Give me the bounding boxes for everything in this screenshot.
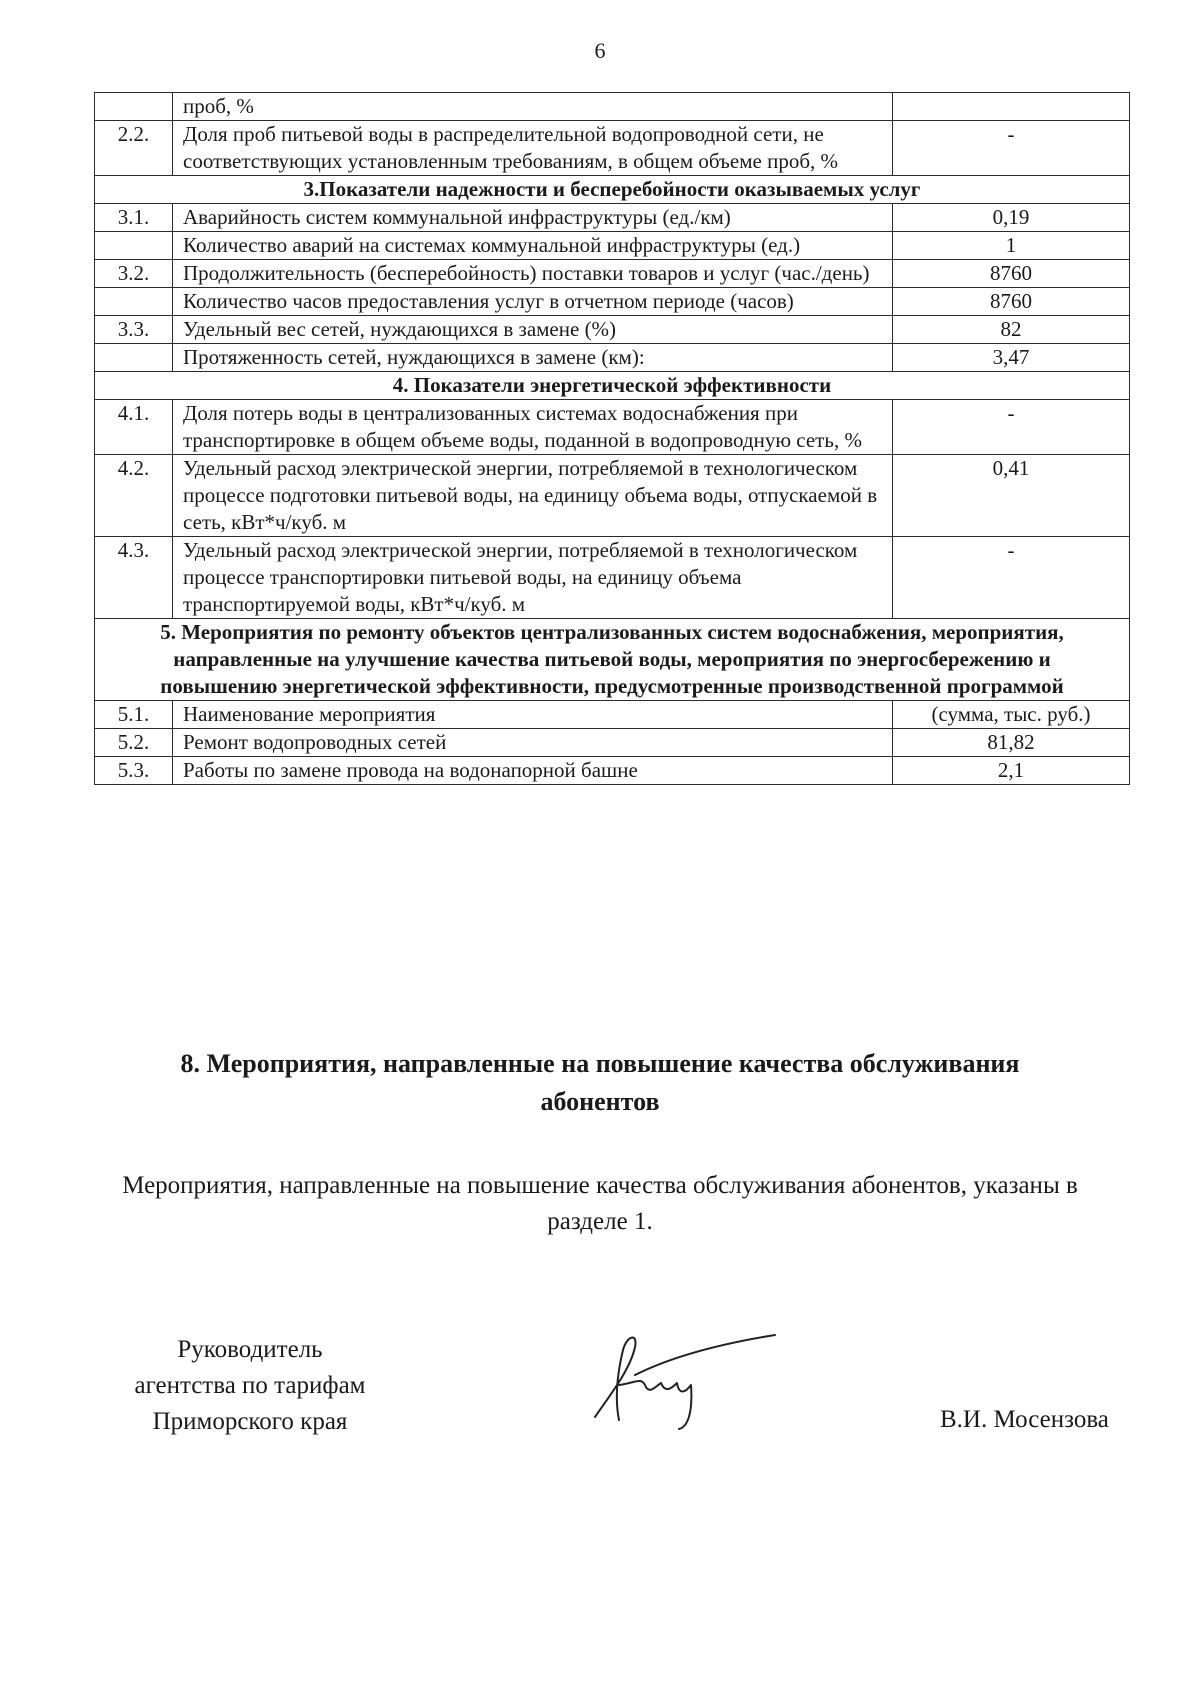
row-number: 3.1.	[95, 204, 173, 232]
row-number	[95, 288, 173, 316]
indicator-value: 0,41	[893, 455, 1130, 537]
indicator-name: Продолжительность (бесперебойность) поставки товаров и услуг (час./день)	[173, 260, 893, 288]
indicator-value: 2,1	[893, 757, 1130, 785]
indicator-name: Удельный расход электрической энергии, потребляемой в технологическом процессе подготовки питьевой воды, на единицу объема воды, отпускаемой в сеть, кВт*ч/куб. м	[173, 455, 893, 537]
indicator-name: Протяженность сетей, нуждающихся в замене (км):	[173, 344, 893, 372]
indicator-value: 3,47	[893, 344, 1130, 372]
row-number: 4.2.	[95, 455, 173, 537]
signer-name: В.И. Мосензова	[940, 1406, 1109, 1433]
section-8-body: Мероприятия, направленные на повышение качества обслуживания абонентов, указаны в разделе 1.	[122, 1172, 1078, 1235]
table-row	[95, 121, 1130, 176]
table-row	[95, 400, 1130, 455]
indicator-value: 82	[893, 316, 1130, 344]
section-heading: 3.Показатели надежности и бесперебойности оказываемых услуг	[95, 176, 1130, 204]
indicator-value: -	[893, 121, 1130, 176]
row-number: 5.3.	[95, 757, 173, 785]
indicator-value: 81,82	[893, 729, 1130, 757]
table-row	[95, 757, 1130, 785]
signer-title-line-1: Руководитель	[177, 1336, 323, 1363]
indicator-name: Работы по замене провода на водонапорной башне	[173, 757, 893, 785]
row-number	[95, 232, 173, 260]
section-8-title: 8. Мероприятия, направленные на повышение качества обслуживания абонентов	[180, 1049, 1020, 1116]
indicator-value: (сумма, тыс. руб.)	[893, 701, 1130, 729]
table-row	[95, 537, 1130, 619]
page-number: 6	[594, 38, 606, 63]
handwritten-signature	[575, 1325, 785, 1435]
indicator-name: Аварийность систем коммунальной инфраструктуры (ед./км)	[173, 204, 893, 232]
indicator-name: проб, %	[173, 93, 893, 121]
row-number: 5.2.	[95, 729, 173, 757]
section-heading: 4. Показатели энергетической эффективности	[95, 372, 1130, 400]
indicator-value: 8760	[893, 288, 1130, 316]
indicator-name: Доля потерь воды в централизованных системах водоснабжения при транспортировке в общем объеме воды, поданной в водопроводную сеть, %	[173, 400, 893, 455]
indicator-value: 1	[893, 232, 1130, 260]
table-row	[95, 701, 1130, 729]
table-row	[95, 729, 1130, 757]
indicator-name: Удельный вес сетей, нуждающихся в замене (%)	[173, 316, 893, 344]
row-number: 3.3.	[95, 316, 173, 344]
signer-title-line-3: Приморского края	[152, 1408, 348, 1435]
table-row	[95, 93, 1130, 121]
table-row	[95, 288, 1130, 316]
signer-title	[100, 1332, 400, 1440]
table-row	[95, 232, 1130, 260]
table-row	[95, 455, 1130, 537]
indicator-value	[893, 93, 1130, 121]
row-number	[95, 344, 173, 372]
indicator-name: Доля проб питьевой воды в распределительной водопроводной сети, не соответствующих установленным требованиям, в общем объеме проб, %	[173, 121, 893, 176]
table-row	[95, 260, 1130, 288]
row-number: 3.2.	[95, 260, 173, 288]
table-row	[95, 204, 1130, 232]
table-section-row	[95, 176, 1130, 204]
signer-title-line-2: агентства по тарифам	[134, 1372, 366, 1399]
indicators-table	[94, 92, 1130, 785]
indicator-name: Удельный расход электрической энергии, потребляемой в технологическом процессе транспортировки питьевой воды, на единицу объема транспортируемой воды, кВт*ч/куб. м	[173, 537, 893, 619]
table-row	[95, 344, 1130, 372]
indicator-name: Количество аварий на системах коммунальной инфраструктуры (ед.)	[173, 232, 893, 260]
indicator-value: 8760	[893, 260, 1130, 288]
table-section-row	[95, 619, 1130, 701]
row-number: 5.1.	[95, 701, 173, 729]
table-section-row	[95, 372, 1130, 400]
section-heading: 5. Мероприятия по ремонту объектов централизованных систем водоснабжения, мероприятия, направленные на улучшение качества питьевой воды, мероприятия по энергосбережению и повышению энергетической эффективности, предусмотренные производственной программой	[95, 619, 1130, 701]
indicator-name: Ремонт водопроводных сетей	[173, 729, 893, 757]
indicator-value: -	[893, 537, 1130, 619]
table-row	[95, 316, 1130, 344]
indicator-value: -	[893, 400, 1130, 455]
indicator-name: Количество часов предоставления услуг в отчетном периоде (часов)	[173, 288, 893, 316]
row-number: 2.2.	[95, 121, 173, 176]
indicator-value: 0,19	[893, 204, 1130, 232]
row-number	[95, 93, 173, 121]
row-number: 4.1.	[95, 400, 173, 455]
row-number: 4.3.	[95, 537, 173, 619]
indicator-name: Наименование мероприятия	[173, 701, 893, 729]
